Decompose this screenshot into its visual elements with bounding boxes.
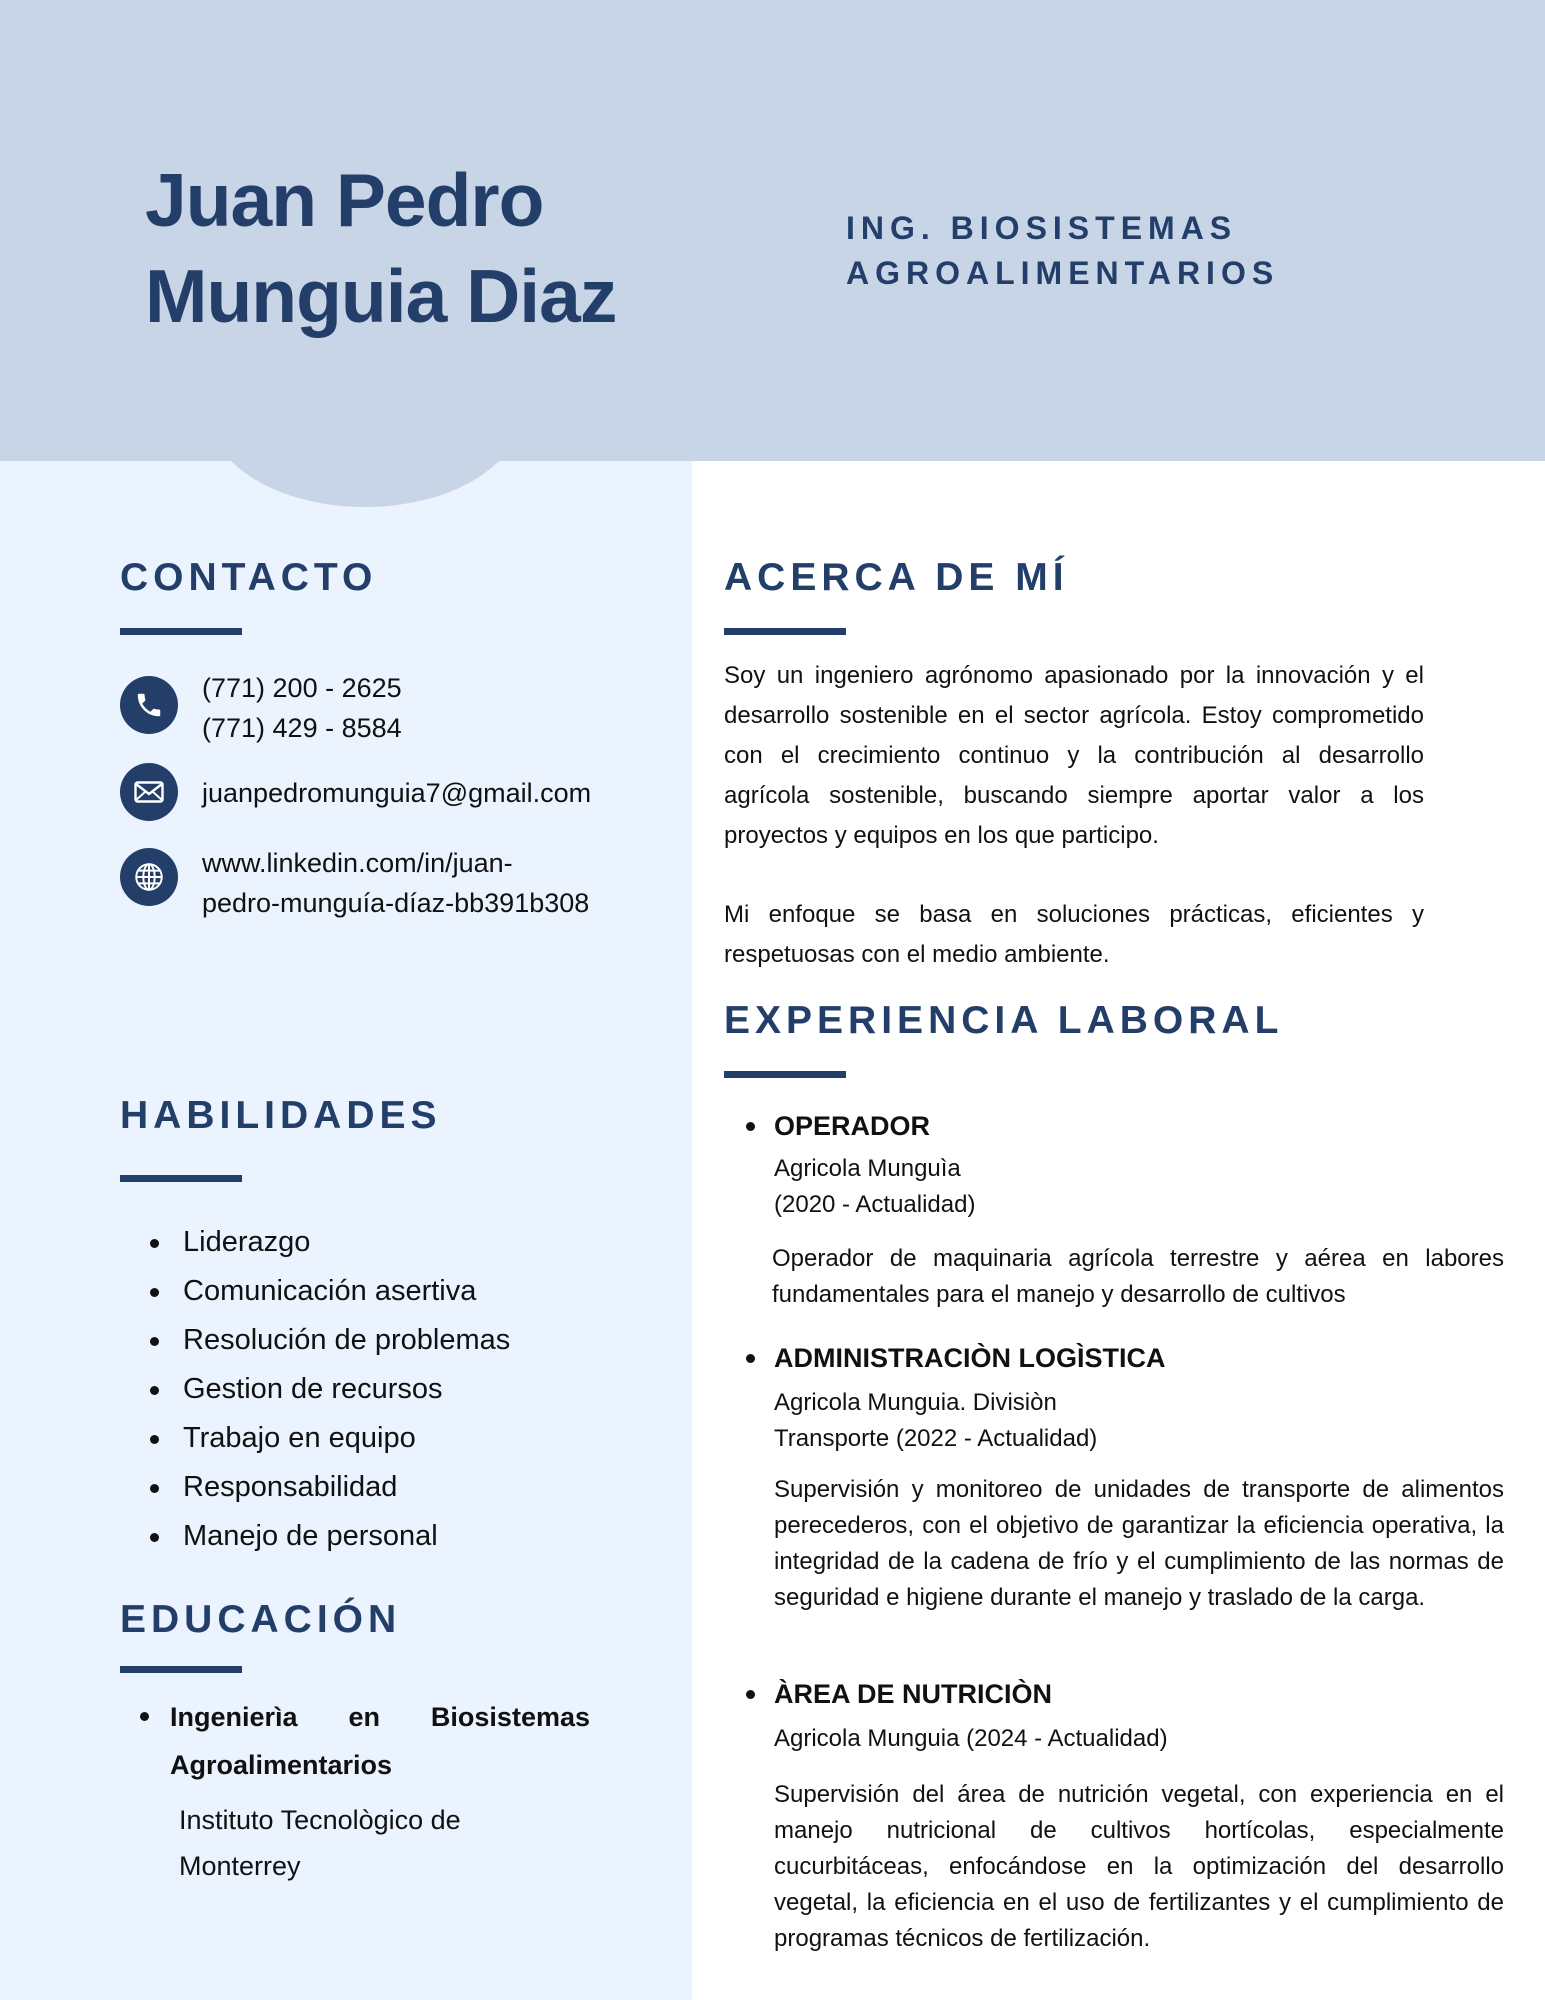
job-bullet xyxy=(746,1122,755,1131)
phone-number-1: (771) 200 - 2625 xyxy=(202,673,402,703)
list-item: Resolución de problemas xyxy=(145,1316,510,1365)
about-heading: ACERCA DE MÍ xyxy=(724,556,1069,599)
header-banner xyxy=(0,0,1545,461)
contact-heading: CONTACTO xyxy=(120,556,378,599)
globe-icon xyxy=(120,848,178,906)
experience-heading: EXPERIENCIA LABORAL xyxy=(724,999,1284,1042)
about-paragraph-1: Soy un ingeniero agrónomo apasionado por la innovación y el desarrollo sostenible en el sector agrícola. Estoy comprometido con el crecimiento continuo y la contribución al desarrollo agrícola sostenible, buscando siempre aportar valor a los proyectos y equipos en los que participo. xyxy=(724,662,1424,849)
job-company: Agricola Munguia. Divisiòn xyxy=(774,1389,1057,1416)
about-paragraph-2: Mi enfoque se basa en soluciones prácticas, eficientes y respetuosas con el medio ambiente. xyxy=(724,901,1424,968)
list-item: Liderazgo xyxy=(145,1218,510,1267)
job-description: Supervisión y monitoreo de unidades de transporte de alimentos perecederos, con el objetivo de garantizar la eficiencia operativa, la integridad de la cadena de frío y el cumplimiento de las normas de seguridad e higiene durante el manejo y traslado de la carga. xyxy=(774,1476,1504,1611)
linkedin-line-2[interactable]: pedro-munguía-díaz-bb391b308 xyxy=(202,888,590,918)
name-line-2: Munguia Diaz xyxy=(145,254,617,338)
job-period: Transporte (2022 - Actualidad) xyxy=(774,1425,1098,1452)
institution-line-1: Instituto Tecnològico de xyxy=(179,1805,461,1835)
list-item: Gestion de recursos xyxy=(145,1365,510,1414)
phone-icon xyxy=(120,676,178,734)
job-description: Operador de maquinaria agrícola terrestre y aérea en labores fundamentales para el manejo y desarrollo de cultivos xyxy=(772,1245,1504,1308)
phone-numbers xyxy=(202,668,402,748)
name-line-1: Juan Pedro xyxy=(145,158,544,242)
job-bullet xyxy=(746,1690,755,1699)
job-period: (2020 - Actualidad) xyxy=(774,1191,976,1218)
skills-heading: HABILIDADES xyxy=(120,1094,442,1137)
contact-rule xyxy=(120,628,242,635)
skills-list xyxy=(145,1218,510,1561)
list-item: Trabajo en equipo xyxy=(145,1414,510,1463)
job-meta xyxy=(774,1721,1168,1757)
envelope-icon xyxy=(120,763,178,821)
candidate-name xyxy=(145,152,616,344)
institution-line-2: Monterrey xyxy=(179,1851,301,1881)
experience-rule xyxy=(724,1071,846,1078)
institution-name xyxy=(179,1797,539,1889)
job-title: ADMINISTRACIÒN LOGÌSTICA xyxy=(774,1343,1166,1373)
phone-number-2: (771) 429 - 8584 xyxy=(202,713,402,743)
education-bullet xyxy=(140,1712,149,1721)
job-meta xyxy=(774,1151,975,1223)
education-rule xyxy=(120,1666,242,1673)
degree-name: Ingenierìa en Biosistemas Agroalimentarios xyxy=(170,1702,590,1780)
job-title: OPERADOR xyxy=(774,1111,931,1141)
email-text: juanpedromunguia7@gmail.com xyxy=(202,778,592,808)
skills-rule xyxy=(120,1175,242,1182)
job-meta xyxy=(774,1385,1097,1457)
list-item: Responsabilidad xyxy=(145,1463,510,1512)
role-line-2: AGROALIMENTARIOS xyxy=(846,255,1280,291)
list-item: Comunicación asertiva xyxy=(145,1267,510,1316)
candidate-role xyxy=(846,206,1279,296)
job-company: Agricola Munguìa xyxy=(774,1155,961,1182)
list-item: Manejo de personal xyxy=(145,1512,510,1561)
linkedin-line-1[interactable]: www.linkedin.com/in/juan- xyxy=(202,848,513,878)
job-title: ÀREA DE NUTRICIÒN xyxy=(774,1679,1053,1709)
education-heading: EDUCACIÓN xyxy=(120,1598,402,1641)
linkedin-url[interactable] xyxy=(202,843,589,923)
job-bullet xyxy=(746,1354,755,1363)
about-rule xyxy=(724,628,846,635)
decorative-arc xyxy=(210,461,520,507)
job-description: Supervisión del área de nutrición vegetal, con experiencia en el manejo nutricional de cultivos hortícolas, especialmente cucurbitáceas, enfocándose en la optimización del desarrollo vegetal, la eficiencia en el uso de fertilizantes y el cumplimiento de programas técnicos de fertilización. xyxy=(774,1781,1504,1952)
role-line-1: ING. BIOSISTEMAS xyxy=(846,210,1238,246)
job-company: Agricola Munguia (2024 - Actualidad) xyxy=(774,1725,1168,1752)
